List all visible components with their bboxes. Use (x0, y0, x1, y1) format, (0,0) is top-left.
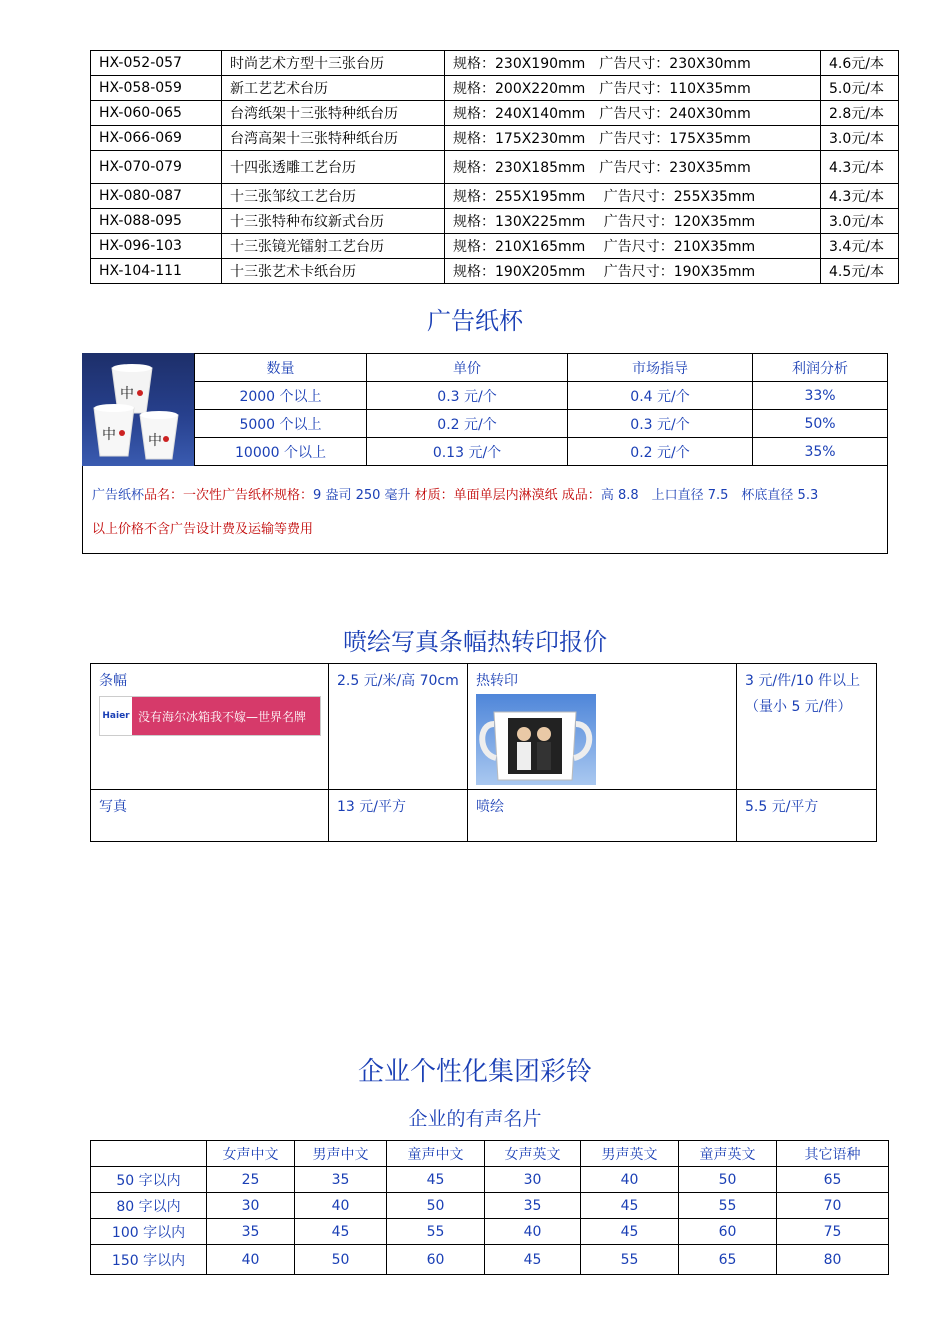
table-row (195, 382, 888, 410)
calendar-name: 台湾高架十三张特种纸台历 (222, 126, 445, 151)
table-cell: 5000 个以上 (195, 410, 367, 438)
table-row (195, 410, 888, 438)
table-row (91, 209, 899, 234)
table-cell: 40 (485, 1219, 581, 1245)
calendar-spec: 规格：255X195mm 广告尺寸：255X35mm (445, 184, 821, 209)
column-header: 市场指导 (568, 354, 753, 382)
table-cell: 45 (485, 1245, 581, 1275)
column-header: 数量 (195, 354, 367, 382)
calendar-spec: 规格：130X225mm 广告尺寸：120X35mm (445, 209, 821, 234)
ringtone-subtitle: 企业的有声名片 (408, 1108, 542, 1130)
table-cell: 10000 个以上 (195, 438, 367, 466)
calendar-name: 十四张透雕工艺台历 (222, 151, 445, 184)
column-header (91, 1141, 207, 1167)
table-cell: 50 (679, 1167, 777, 1193)
cup-price-disclaimer: 以上价格不含广告设计费及运输等费用 (92, 522, 314, 537)
cup-price-table (194, 353, 888, 466)
table-row (91, 234, 899, 259)
transfer-label: 热转印 (476, 673, 518, 689)
table-row (91, 1245, 889, 1275)
table-cell: 45 (387, 1167, 485, 1193)
calendar-price: 3.0元/本 (821, 126, 899, 151)
calendar-price: 4.3元/本 (821, 184, 899, 209)
calendar-name: 时尚艺术方型十三张台历 (222, 51, 445, 76)
table-cell: 35 (485, 1193, 581, 1219)
column-header: 利润分析 (753, 354, 888, 382)
table-cell: 35 (295, 1167, 387, 1193)
calendar-code: HX-088-095 (91, 209, 222, 234)
banner-price: 2.5 元/米/高 70cm (329, 664, 468, 790)
calendar-price: 4.3元/本 (821, 151, 899, 184)
table-cell: 40 (207, 1245, 295, 1275)
svg-text:中: 中 (148, 433, 162, 449)
calendar-price-table (90, 50, 899, 284)
table-cell: 45 (295, 1219, 387, 1245)
column-header: 其它语种 (777, 1141, 889, 1167)
table-row (91, 1219, 889, 1245)
calendar-spec: 规格：190X205mm 广告尺寸：190X35mm (445, 259, 821, 284)
calendar-code: HX-066-069 (91, 126, 222, 151)
calendar-price: 3.4元/本 (821, 234, 899, 259)
banner-image (99, 696, 321, 736)
calendar-spec: 规格：210X165mm 广告尺寸：210X35mm (445, 234, 821, 259)
spray-price: 5.5 元/平方 (737, 790, 877, 842)
table-row (91, 51, 899, 76)
table-cell: 70 (777, 1193, 889, 1219)
svg-text:中: 中 (120, 386, 134, 402)
paper-cup-image (82, 353, 194, 466)
calendar-spec: 规格：230X190mm 广告尺寸：230X30mm (445, 51, 821, 76)
table-cell: 45 (581, 1219, 679, 1245)
cup-section-title: 广告纸杯 (427, 307, 523, 335)
column-header: 童声中文 (387, 1141, 485, 1167)
transfer-price: 3 元/件/10 件以上 （量小 5 元/件） (737, 664, 877, 790)
table-row (91, 126, 899, 151)
column-header: 童声英文 (679, 1141, 777, 1167)
table-row (91, 101, 899, 126)
calendar-spec: 规格：230X185mm 广告尺寸：230X35mm (445, 151, 821, 184)
transfer-cell (468, 664, 737, 790)
column-header: 女声中文 (207, 1141, 295, 1167)
table-cell: 0.2 元/个 (568, 438, 753, 466)
calendar-code: HX-080-087 (91, 184, 222, 209)
calendar-code: HX-060-065 (91, 101, 222, 126)
table-cell: 50 字以内 (91, 1167, 207, 1193)
calendar-name: 十三张艺术卡纸台历 (222, 259, 445, 284)
banner-cell (91, 664, 329, 790)
table-cell: 100 字以内 (91, 1219, 207, 1245)
column-header: 女声英文 (485, 1141, 581, 1167)
column-header: 男声英文 (581, 1141, 679, 1167)
ringtone-price-table (90, 1140, 889, 1275)
table-cell: 2000 个以上 (195, 382, 367, 410)
photo-label: 写真 (91, 790, 329, 842)
table-cell: 60 (679, 1219, 777, 1245)
banner-slogan: 没有海尔冰箱我不嫁—世界名牌 (132, 697, 320, 735)
table-cell: 35 (207, 1219, 295, 1245)
banner-label: 条幅 (99, 673, 127, 689)
table-cell: 35% (753, 438, 888, 466)
spray-label: 喷绘 (468, 790, 737, 842)
haier-logo: Haier (100, 697, 132, 735)
table-header-row (91, 1141, 889, 1167)
table-header-row (195, 354, 888, 382)
table-cell: 0.4 元/个 (568, 382, 753, 410)
table-cell: 50% (753, 410, 888, 438)
column-header: 男声中文 (295, 1141, 387, 1167)
calendar-code: HX-052-057 (91, 51, 222, 76)
calendar-code: HX-096-103 (91, 234, 222, 259)
table-cell: 30 (485, 1167, 581, 1193)
table-cell: 33% (753, 382, 888, 410)
table-cell: 30 (207, 1193, 295, 1219)
table-cell: 40 (581, 1167, 679, 1193)
table-cell: 0.13 元/个 (367, 438, 568, 466)
photo-price: 13 元/平方 (329, 790, 468, 842)
calendar-code: HX-070-079 (91, 151, 222, 184)
table-cell: 55 (679, 1193, 777, 1219)
table-cell: 55 (581, 1245, 679, 1275)
table-row (91, 184, 899, 209)
table-row (91, 259, 899, 284)
table-cell: 65 (777, 1167, 889, 1193)
table-cell: 25 (207, 1167, 295, 1193)
table-row (91, 76, 899, 101)
calendar-name: 新工艺艺术台历 (222, 76, 445, 101)
svg-text:中: 中 (102, 427, 116, 443)
table-row (91, 1193, 889, 1219)
table-cell: 150 字以内 (91, 1245, 207, 1275)
print-price-table (90, 663, 877, 842)
calendar-spec: 规格：240X140mm 广告尺寸：240X30mm (445, 101, 821, 126)
mug-photo-image (476, 694, 596, 785)
column-header: 单价 (367, 354, 568, 382)
table-cell: 80 (777, 1245, 889, 1275)
table-cell: 45 (581, 1193, 679, 1219)
ringtone-section-title: 企业个性化集团彩铃 (357, 1057, 592, 1087)
table-cell: 0.3 元/个 (367, 382, 568, 410)
table-cell: 80 字以内 (91, 1193, 207, 1219)
table-row (91, 1167, 889, 1193)
table-cell: 0.2 元/个 (367, 410, 568, 438)
calendar-name: 十三张镜光镭射工艺台历 (222, 234, 445, 259)
calendar-name: 十三张邹纹工艺台历 (222, 184, 445, 209)
table-cell: 55 (387, 1219, 485, 1245)
table-cell: 50 (295, 1245, 387, 1275)
calendar-price: 3.0元/本 (821, 209, 899, 234)
calendar-price: 4.6元/本 (821, 51, 899, 76)
calendar-price: 4.5元/本 (821, 259, 899, 284)
calendar-spec: 规格：200X220mm 广告尺寸：110X35mm (445, 76, 821, 101)
table-row (91, 151, 899, 184)
table-cell: 75 (777, 1219, 889, 1245)
cup-spec-note: 广告纸杯品名：一次性广告纸杯规格：9 盎司 250 毫升 材质：单面单层内淋漠纸 成品：高 8.8 上口直径 7.5 杯底直径 5.3 (92, 488, 819, 503)
calendar-price: 2.8元/本 (821, 101, 899, 126)
calendar-name: 台湾纸架十三张特种纸台历 (222, 101, 445, 126)
table-cell: 50 (387, 1193, 485, 1219)
table-cell: 60 (387, 1245, 485, 1275)
print-section-title: 喷绘写真条幅热转印报价 (343, 628, 607, 656)
table-cell: 65 (679, 1245, 777, 1275)
calendar-price: 5.0元/本 (821, 76, 899, 101)
table-cell: 0.3 元/个 (568, 410, 753, 438)
table-cell: 40 (295, 1193, 387, 1219)
calendar-code: HX-058-059 (91, 76, 222, 101)
table-row (195, 438, 888, 466)
calendar-name: 十三张特种布纹新式台历 (222, 209, 445, 234)
calendar-spec: 规格：175X230mm 广告尺寸：175X35mm (445, 126, 821, 151)
calendar-code: HX-104-111 (91, 259, 222, 284)
